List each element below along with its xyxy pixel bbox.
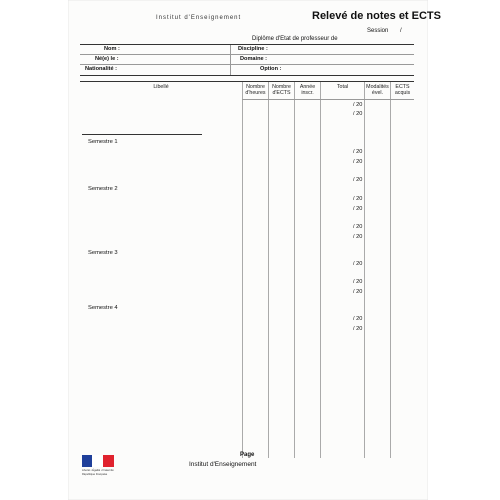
separator-rule [82,134,202,135]
republique-francaise-logo [82,455,114,467]
total-note: / 20 [353,159,363,165]
column-divider [320,82,321,458]
total-note: / 20 [353,111,363,117]
semester-label: Semestre 4 [88,305,118,311]
diploma-line: Diplôme d'Etat de professeur de [252,36,338,42]
document-title: Relevé de notes et ECTS [312,10,441,22]
option-label: Option : [260,66,282,72]
total-note: / 20 [353,102,363,108]
col-libelle: Libellé [153,84,169,90]
identity-row [80,45,414,55]
logo-caption: République Française [82,473,108,476]
total-note: / 20 [353,196,363,202]
logo-motto: Liberté • Égalité • Fraternité [82,469,114,472]
column-divider [268,82,269,458]
col-ects: Nombre d'ECTS [272,84,291,96]
column-divider [294,82,295,458]
total-note: / 20 [353,279,363,285]
col-annee: Année inscr. [299,84,316,96]
header-underline [242,99,414,100]
column-divider [242,82,243,458]
footer-institut: Institut d'Enseignement [189,461,257,468]
semester-label: Semestre 1 [88,139,118,145]
total-note: / 20 [353,316,363,322]
total-note: / 20 [353,234,363,240]
session-label: Session [367,28,389,34]
total-note: / 20 [353,326,363,332]
discipline-label: Discipline : [238,46,268,52]
total-note: / 20 [353,149,363,155]
nationalite-label: Nationalité : [85,66,118,72]
identity-row [80,55,414,65]
semester-label: Semestre 3 [88,250,118,256]
total-note: / 20 [353,224,363,230]
semester-label: Semestre 2 [88,186,118,192]
col-total: Total [336,84,349,90]
column-divider [364,82,365,458]
identity-row [80,65,414,74]
column-divider [390,82,391,458]
col-heures: Nombre d'heures [245,84,266,96]
total-note: / 20 [353,177,363,183]
session-separator: / [400,28,402,34]
total-note: / 20 [353,206,363,212]
header-institut: Institut d'Enseignement [156,15,242,21]
total-note: / 20 [353,289,363,295]
page-label: Page [240,452,255,458]
ne-le-label: Né(e) le : [95,56,119,62]
total-note: / 20 [353,261,363,267]
domaine-label: Domaine : [240,56,268,62]
col-modalites: Modalités ével. [366,84,389,96]
col-acquis: ECTS acquis [394,84,411,96]
nom-label: Nom : [104,46,120,52]
grades-table [80,81,414,458]
identity-box [80,44,414,76]
